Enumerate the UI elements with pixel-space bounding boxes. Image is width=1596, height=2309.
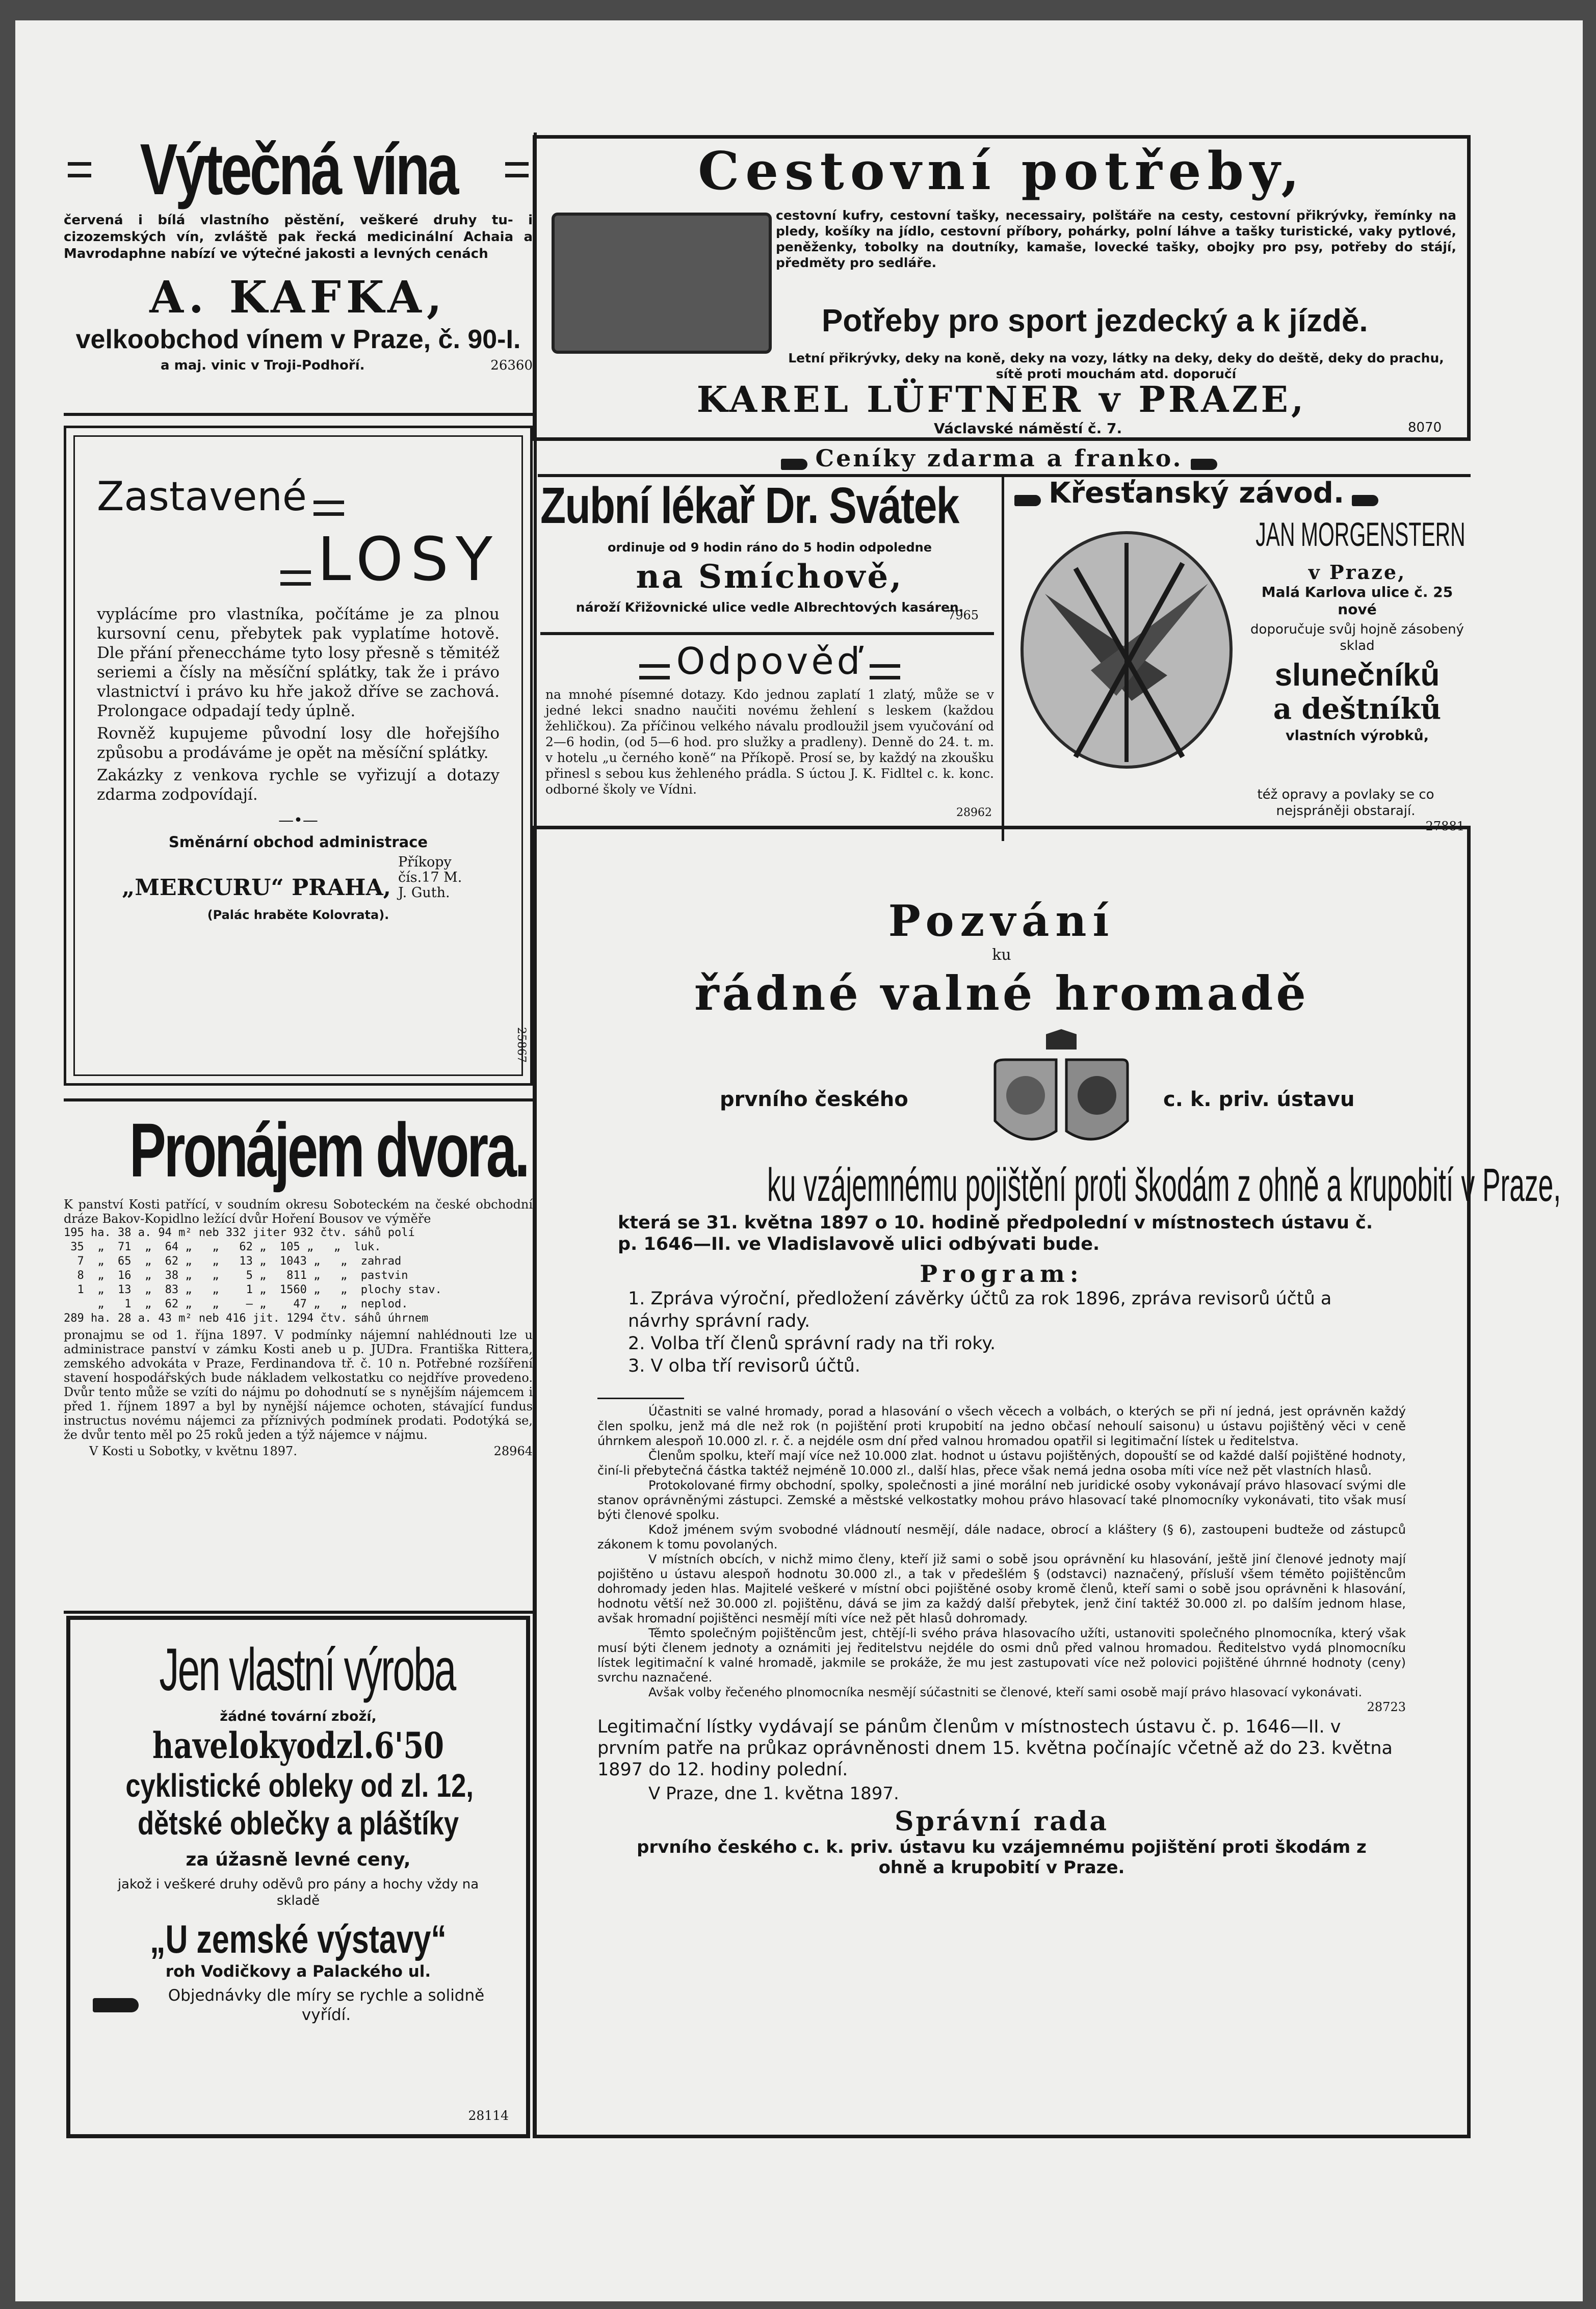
ad-umbrellas-intro: doporučuje svůj hojně zásobený sklad xyxy=(1250,622,1464,653)
ornament-icon xyxy=(68,162,91,177)
pointing-hand-icon xyxy=(1191,459,1217,470)
rule-paragraph: Protokolované firmy obchodní, spolky, společnosti a jiné morální neb juridické osoby vykonávají právo hlasovací svými dle stanov oprávněnými zástupci. Zemské a městské velkostatky mohou právo hlasovací také plnomocníky vykonávati, tito však musí býti členové spolku. xyxy=(597,1478,1406,1522)
ad-wine-firm: A. KAFKA, xyxy=(149,272,447,323)
ad-invitation-left: prvního českého xyxy=(720,1088,908,1111)
acreage-row: 35 „ 71 „ 64 „ „ 62 „ 105 „ „ luk. xyxy=(64,1241,381,1253)
divider xyxy=(64,413,533,416)
ad-travel-title: Cestovní potřeby, xyxy=(698,141,1305,202)
ad-travel xyxy=(533,135,1471,441)
ad-lottery-p3: Zakázky z venkova rychle se vyřizují a dotazy zdarma zodpovídají. xyxy=(97,766,500,804)
ad-wine-sub: velkoobchod vínem v Praze, č. 90-I. xyxy=(75,325,521,354)
ad-invitation-title: Pozvání xyxy=(888,896,1115,946)
ad-clothing-addr: roh Vodičkovy a Palackého ul. xyxy=(165,1962,431,1981)
ad-farm-num: 28964 xyxy=(493,1444,533,1458)
program-item: 1. Zpráva výroční, předložení závěrky účtů za rok 1896, zpráva revisorů účtů a návrhy správní rady. xyxy=(628,1289,1332,1331)
ad-answer xyxy=(540,640,999,823)
ad-invitation-when: která se 31. května 1897 o 10. hodině předpolední v místnostech ústavu č. p. 1646—II. ve Vladislavově ulici odbývati bude. xyxy=(618,1213,1373,1254)
ad-dentist-title: Zubní lékař Dr. Svátek xyxy=(540,477,959,534)
ad-farm-sign: V Kosti u Sobotky, v květnu 1897. xyxy=(89,1444,297,1458)
ad-clothing-line4: za úžasně levné ceny, xyxy=(186,1849,411,1870)
ad-lottery-addr: Příkopy čís.17 M. J. Guth. xyxy=(398,854,462,901)
ornament-icon xyxy=(313,501,344,516)
ad-invitation-headline: řádné valné hromadě xyxy=(694,966,1309,1021)
pointing-hand-icon xyxy=(781,459,807,470)
acreage-row: 289 ha. 28 a. 43 m² neb 416 jit. 1294 čtv. sáhů úhrnem xyxy=(64,1312,429,1325)
ad-invitation xyxy=(533,826,1561,2138)
trunk-illustration xyxy=(552,213,772,354)
coat-of-arms-illustration xyxy=(975,1029,1148,1157)
ad-invitation-legit: Legitimační lístky vydávají se pánům členům v místnostech ústavu č. p. 1646—II. v prvním patře na průkaz oprávněnosti dnem 15. května počínajíc včetně až do 23. května 1897 do 12. hodiny polední. xyxy=(597,1717,1393,1780)
ad-farm-intro: K panství Kosti patřící, v soudním okresu Soboteckém na české obchodní dráze Bakov-Kopidlno ležící dvůr Hoření Bousov ve výměře xyxy=(64,1197,533,1226)
ad-travel-body1: cestovní kufry, cestovní tašky, necessairy, polštáře na cesty, cestovní přikrývky, řemínky na pledy, košíky na jídlo, cestovní příbory, pohárky, polní láhve a tašky turistické, vaky pytlové, peněženky, tobolky na doutníky, kamaše, lovecké tašky, obojky pro psy, potřeby do stájí, předměty pro sedláře. xyxy=(776,208,1456,270)
rule-paragraph: Kdož jménem svým svobodné vládnoutí nesmějí, dále nadace, obrocí a kláštery (§ 6), zastoupeni budteže od zástupců zákonem k tomu povolaných. xyxy=(597,1523,1406,1552)
ad-travel-body2: Letní přikrývky, deky na koně, deky na vozy, látky na deky, deky do deště, deky do prachu, sítě proti mouchám atd. doporučí xyxy=(788,351,1444,381)
ornament-divider: —•— xyxy=(278,811,318,829)
ad-travel-prices: Ceníky zdarma a franko. xyxy=(815,444,1183,472)
ad-umbrellas-repair: též opravy a povlaky se co nejspráněji obstarají. xyxy=(1257,787,1434,819)
ad-lottery-title2: LOSY xyxy=(317,524,500,594)
ad-dentist-addr: nároží Křižovnické ulice vedle Albrechtových kasáren. xyxy=(575,600,964,615)
ornament-icon xyxy=(280,570,311,586)
divider xyxy=(597,1398,684,1399)
ad-invitation-right: c. k. priv. ústavu xyxy=(1163,1088,1355,1111)
ad-umbrellas-goods1: slunečníků xyxy=(1274,658,1440,693)
ad-wine-body: červená i bílá vlastního pěstění, veškeré druhy tu- i cizozemských vín, zvláště pak řecká medicinální Achaia a Mavrodaphne nabízí ve výtečné jakosti a levných cenách xyxy=(64,213,533,261)
acreage-row: 195 ha. 38 a. 94 m² neb 332 jiter 932 čtv. sáhů polí xyxy=(64,1226,415,1239)
ad-dentist xyxy=(540,477,999,629)
ad-dentist-num: 7965 xyxy=(947,608,979,622)
pointing-hand-icon xyxy=(1352,495,1378,506)
ad-wine-num: 26360 xyxy=(490,358,533,373)
ad-dentist-place: na Smíchově, xyxy=(636,558,904,596)
ad-lottery-num: 25867 xyxy=(515,1027,528,1063)
ad-umbrellas-goods2: a deštníků xyxy=(1273,692,1442,726)
ad-umbrellas-own: vlastních výrobků, xyxy=(1286,728,1429,744)
umbrella-illustration xyxy=(1014,522,1239,777)
ad-lottery-p2: Rovněž kupujeme původní losy dle hořejšího způsobu a prodáváme je opět na měsíční splátky. xyxy=(97,724,500,762)
ad-invitation-program: Program: xyxy=(920,1260,1084,1288)
ad-lottery-p1: vyplácíme pro vlastníka, počítáme je za plnou kursovní cenu, přebytek pak vyplatíme hotově. Dle přání přeneccháme tyto losy přesně s těmitéž seriemi a čísly na měsíční splátky, tak že i právo vlastnictví i právo ku hře jakož dříve se zachová. Prolongace odpadají tedy úplně. xyxy=(97,605,500,720)
ad-lottery-title1: Zastavené xyxy=(97,474,307,520)
ad-umbrellas-city: v Praze, xyxy=(1308,561,1406,584)
ad-umbrellas-num: 27881 xyxy=(1425,819,1464,833)
acreage-row: 8 „ 16 „ 38 „ „ 5 „ 811 „ „ pastvin xyxy=(64,1269,408,1282)
pointing-hand-icon xyxy=(1014,495,1041,506)
ad-clothing-intro: žádné tovární zboží, xyxy=(220,1709,377,1724)
ad-farm-lease xyxy=(64,1107,533,1611)
ad-dentist-hours: ordinuje od 9 hodin ráno do 5 hodin odpoledne xyxy=(607,540,932,555)
ad-clothing-line3: dětské oblečky a pláštíky xyxy=(137,1805,459,1842)
ad-clothing-order: Objednávky dle míry se rychle a solidně vyřídí. xyxy=(168,1986,485,2024)
ad-wine-foot: a maj. vinic v Troji-Podhoří. xyxy=(161,358,365,373)
divider xyxy=(64,1611,533,1614)
ad-invitation-ku: ku xyxy=(992,946,1011,964)
ad-lottery-firm: „MERCURU“ PRAHA, xyxy=(122,875,391,901)
rule-paragraph: V místních obcích, v nichž mimo členy, kteří již sami o sobě jsou oprávnění ku hlasování, ještě jiní členové jednoty mají pojištěno u ústavu alespoň hodnotu 30.000 zl., a tak v předešlém § (odstavci) naznačený, přísluší všem téměto pojištěncům dohromady jeden hlas. Majitelé veškeré v místní obci pojištěné osoby kromě členů, kteří sami o sobě jsou oprávněni k hlasování, hodnotu větší než 30.000 zl. pojištěnu, dává se jim za každý další přebytek, jenž činí taktéž 30.000 zl. po dalším jednom hlase, avšak hromadní pojištěnci nesmějí míti více než pět hlasů dohromady. xyxy=(597,1552,1406,1625)
ad-umbrellas xyxy=(1002,477,1471,841)
ornament-icon xyxy=(505,162,529,177)
ad-lottery-org: Směnární obchod administrace xyxy=(168,833,428,851)
ad-invitation-board-sub: prvního českého c. k. priv. ústavu ku vzájemnému pojištění proti škodám z ohně a krupobití v Praze. xyxy=(637,1837,1367,1878)
ad-clothing-line5: jakož i veškeré druhy oděvů pro pány a hochy vždy na skladě xyxy=(117,1877,479,1908)
rules-block xyxy=(597,1404,1406,1700)
program-list xyxy=(597,1288,1406,1377)
acreage-row: „ 1 „ 62 „ „ — „ 47 „ „ neplod. xyxy=(64,1298,408,1310)
rule-paragraph: Avšak volby řečeného plnomocníka nesmějí súčastniti se členové, kteří sami osobě mají právo hlasovací vykonávati. xyxy=(648,1685,1363,1699)
acreage-row: 7 „ 65 „ 62 „ „ 13 „ 1043 „ „ zahrad xyxy=(64,1255,402,1268)
ad-answer-num: 28962 xyxy=(956,806,992,819)
ad-clothing-line1: havelokyodzl.6'50 xyxy=(152,1724,444,1767)
acreage-table xyxy=(64,1226,533,1326)
newspaper-page xyxy=(15,20,1583,2301)
acreage-row: 1 „ 13 „ 83 „ „ 1 „ 1560 „ „ plochy stav. xyxy=(64,1283,442,1296)
ad-travel-prices-row xyxy=(719,444,1279,472)
ad-clothing xyxy=(66,1616,530,2138)
ad-travel-addr: Václavské náměstí č. 7. xyxy=(934,420,1122,437)
ad-farm-body: pronajmu se od 1. října 1897. V podmínky nájemní nahlédnouti lze u administrace panství v zámku Kosti aneb u p. JUDra. Františka Rittera, zemského advokáta v Praze, Ferdinandova tř. č. 10 n. Potřebné rozšíření stavení hospodářských bude nákladem velkostatku co nejdříve provedeno. Dvůr tento může se vzíti do nájmu po dohodnutí se s nynějším nájemcem i před 1. říjnem 1897 a byl by nynější nájemce ochoten, stávající fundus instructus novému nájemci za příznivých podmínek prodati. Podotýká se, že dvůr tento měl po 25 roků jeden a týž nájemce v nájmu. xyxy=(64,1328,533,1442)
divider xyxy=(540,632,994,635)
ornament-icon xyxy=(639,664,670,679)
ad-invitation-name: ku vzájemnému pojištění proti škodám z ohně a krupobití v Praze, xyxy=(767,1159,1561,1211)
pointing-hand-icon xyxy=(93,1998,139,2012)
rule-paragraph: Účastniti se valné hromady, porad a hlasování o všech věcech a volbách, o kterých se při ní jedná, jest oprávněn každý člen spolku, jenž má dle než rok (n pojištění proti krupobití na jedno občasí nehoulí saisonu) u ústavu pojištěný věci v ceně úhrnkem alespoň 10.000 zl. r. č. a nejdéle osm dní před valnou hromadou opatřil si legitimační lístek u ředitelstva. xyxy=(597,1404,1406,1448)
rule-paragraph: Členům spolku, kteří mají více než 10.000 zlat. hodnot u ústavu pojištěných, dopouští se od každé další pojištěné hodnoty, činí-li přebytečná částka taktéž nejméně 10.000 zl., další hlas, přece však nemá jedna osoba míti více než pět vlastních hlasů. xyxy=(597,1449,1406,1478)
ornament-icon xyxy=(870,664,900,679)
ad-wine-title: Výtečná vína xyxy=(140,128,457,210)
ad-umbrellas-title: Křesťanský závod. xyxy=(1049,477,1345,510)
ad-lottery-palace: (Palác hraběte Kolovrata). xyxy=(207,908,389,922)
ad-clothing-firm: „U zemské výstavy“ xyxy=(150,1917,447,1961)
ad-farm-title: Pronájem dvora. xyxy=(129,1107,528,1193)
ad-clothing-num: 28114 xyxy=(468,2108,509,2123)
ad-invitation-board: Správní rada xyxy=(894,1806,1109,1837)
ad-travel-num: 8070 xyxy=(1408,420,1442,435)
program-item: 2. Volba tří členů správní rady na tři roky. xyxy=(628,1333,996,1354)
divider xyxy=(64,1098,533,1101)
ad-answer-title: Odpověď xyxy=(676,640,864,683)
ad-travel-firm: KAREL LÜFTNER v PRAZE, xyxy=(696,378,1307,421)
ad-clothing-line2: cyklistické obleky od zl. 12, xyxy=(125,1767,474,1804)
program-item: 3. V olba tří revisorů účtů. xyxy=(628,1356,860,1376)
ad-clothing-title: Jen vlastní výroba xyxy=(159,1636,455,1703)
ad-umbrellas-firm: JAN MORGENSTERN xyxy=(1255,515,1466,553)
ad-travel-headline: Potřeby pro sport jezdecký a k jízdě. xyxy=(822,303,1368,338)
ad-lottery xyxy=(64,426,533,1086)
rule-paragraph: Těmto společným pojištěncům jest, chtějí-li svého práva hlasovacího užíti, ustanoviti společného plnomocníka, který však musí býti členem jednoty a oznámiti jej ředitelstvu nejdéle do osmi dnů před valnou hromadou. Ředitelstvo vydá plnomocníku lístek legitimační k valné hromadě, jakmile se prokáže, že mu jest zastupovati více než polovici pojištěné úhrnné hodnoty (ceny) svrchu naznačené. xyxy=(597,1626,1406,1685)
ad-umbrellas-addr: Malá Karlova ulice č. 25 nové xyxy=(1261,584,1453,618)
ad-lottery-title-row xyxy=(97,474,500,520)
ad-wine xyxy=(64,130,533,408)
ad-answer-body: na mnohé písemné dotazy. Kdo jednou zaplatí 1 zlatý, může se v jedné lekci snadno naučiti novému žehlení s leskem (každou žehličkou). Za příčinou velkého návalu prodloužil jsem vyučování od 2—6 hodin, (od 5—6 hod. pro služky a pradleny). Denně do 24. t. m. v hotelu „u černého koně“ na Příkopě. Prosí se, by každý na zkoušku přinesl s sebou kus žehleného prádla. S úctou J. K. Fidltel c. k. konc. odborné školy ve Vídni. xyxy=(545,687,994,797)
ad-invitation-date: V Praze, dne 1. května 1897. xyxy=(648,1783,899,1804)
ad-invitation-rules-num: 28723 xyxy=(1367,1700,1406,1714)
